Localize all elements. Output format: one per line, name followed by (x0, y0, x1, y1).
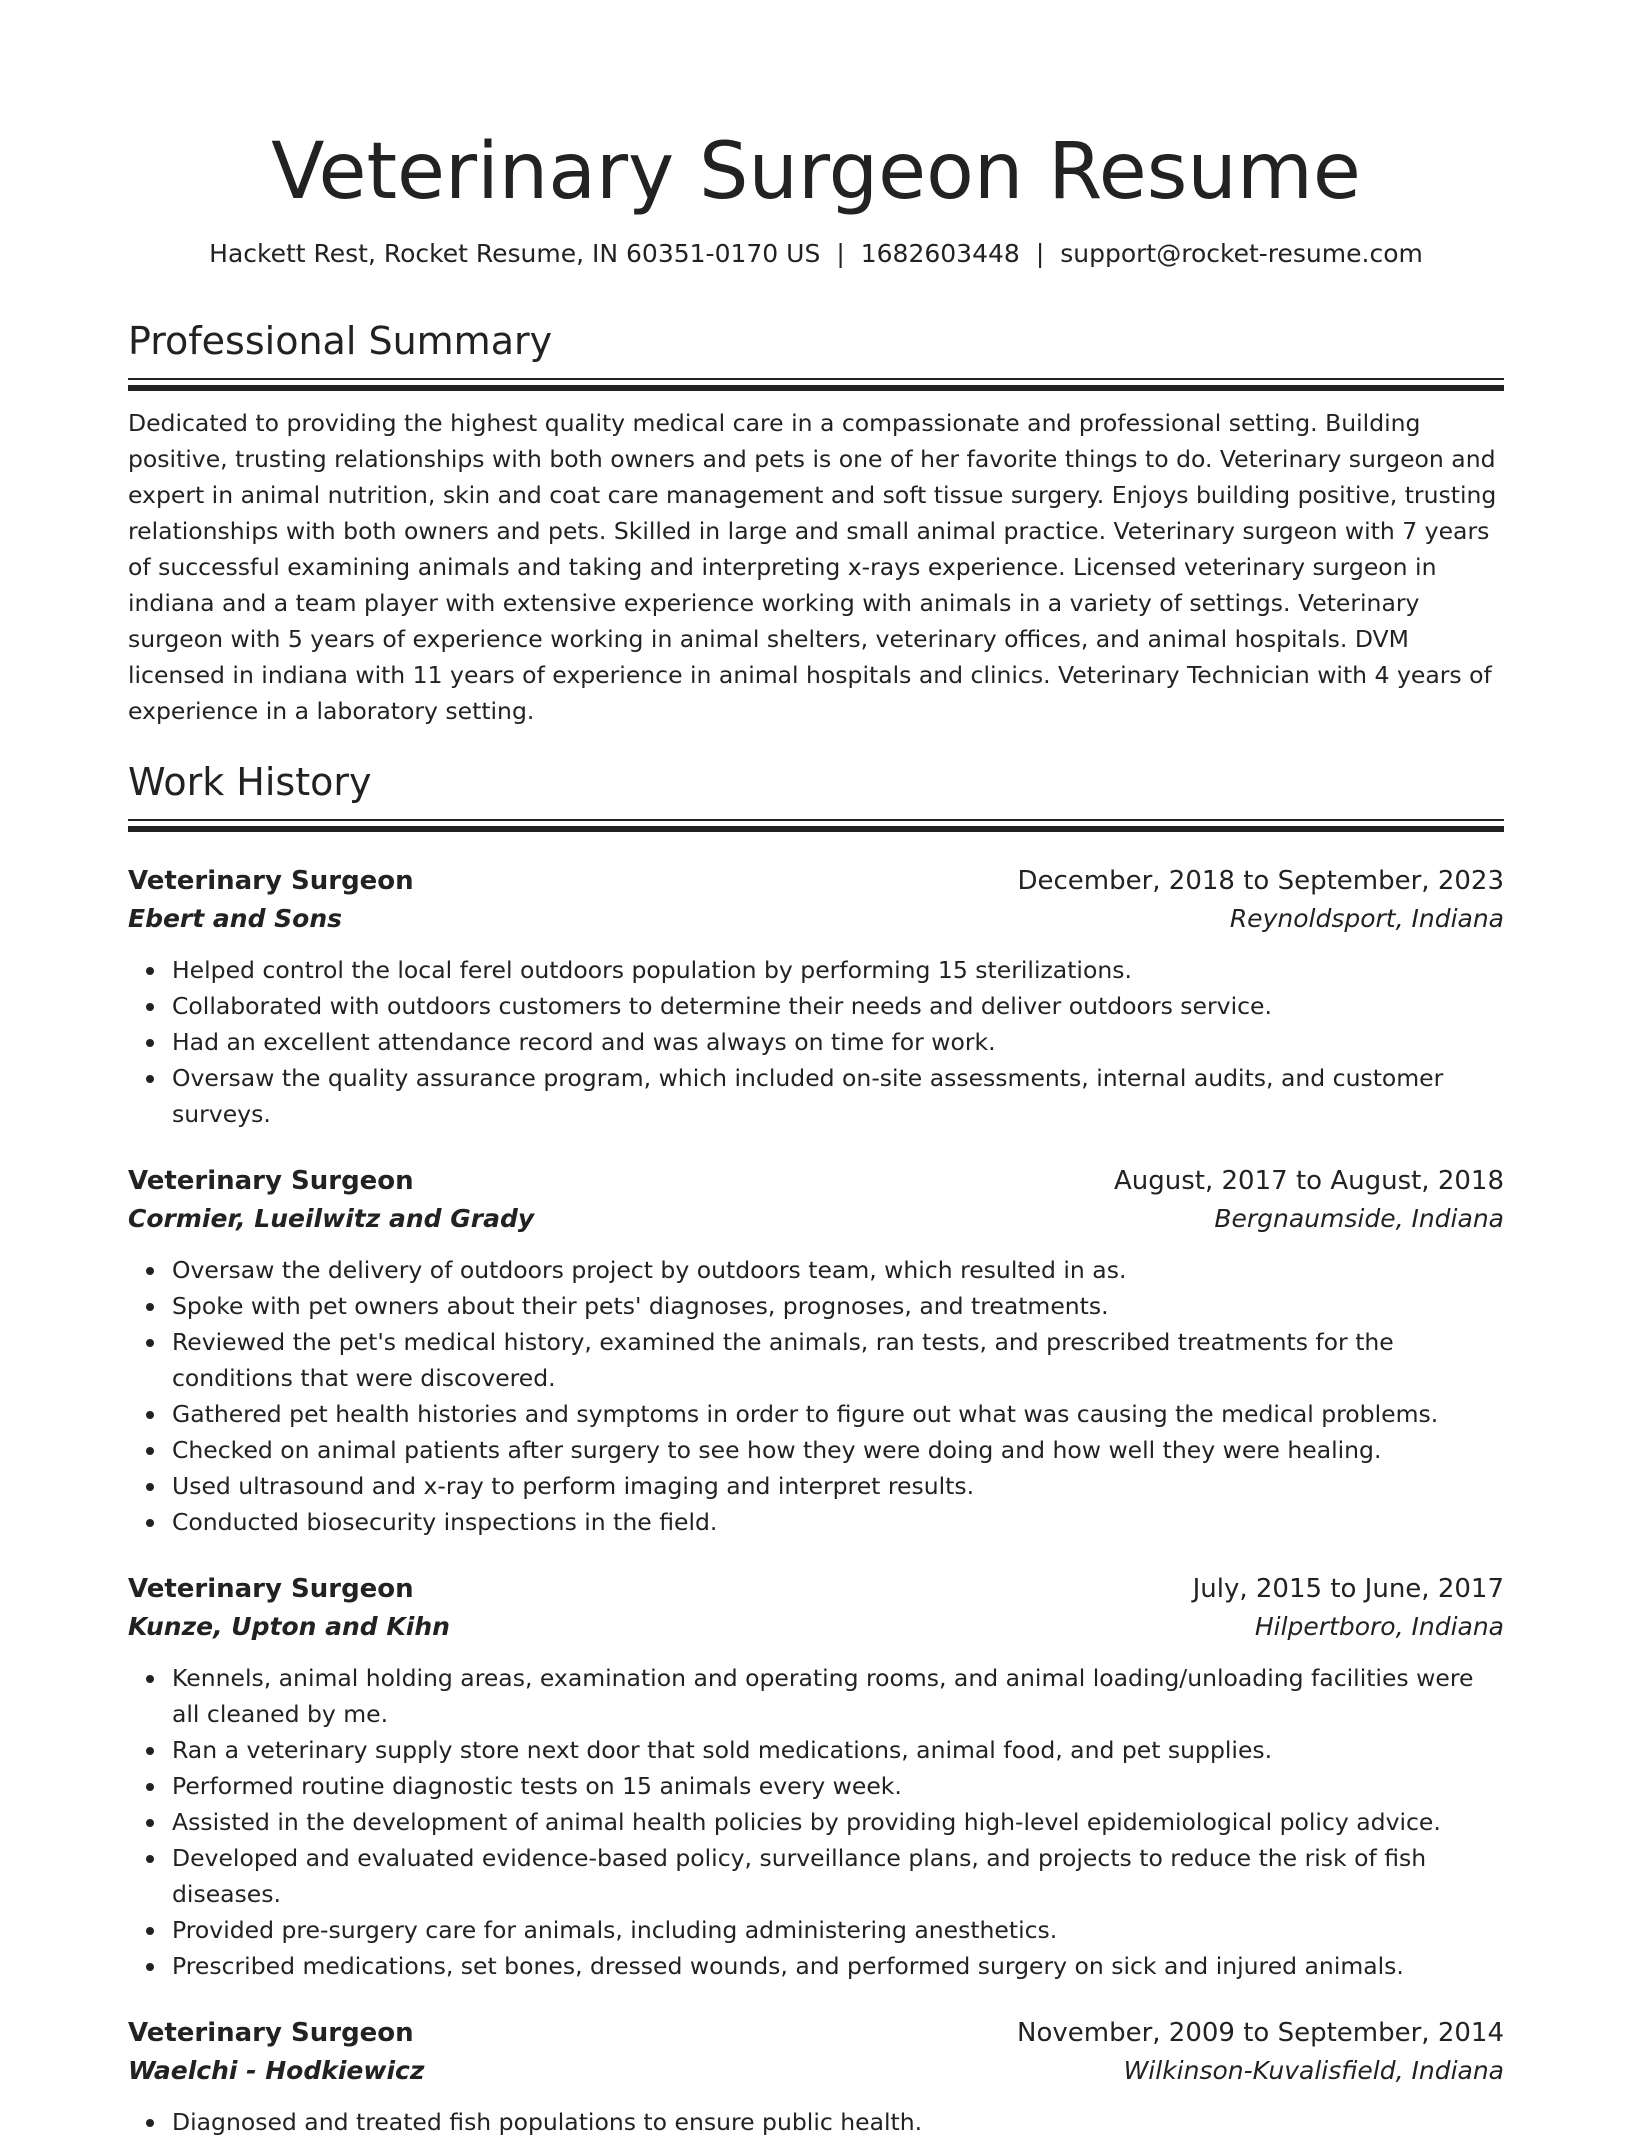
job-bullet: Gathered pet health histories and symptoms in order to figure out what was causing the medical problems. (172, 1396, 1504, 1432)
job-bullet: Provided pre-surgery care for animals, including administering anesthetics. (172, 1912, 1504, 1948)
resume-page (128, 0, 1504, 2140)
job-bullet: Collaborated with outdoors customers to determine their needs and deliver outdoors service. (172, 988, 1504, 1024)
job-dates: December, 2018 to September, 2023 (1017, 866, 1504, 896)
job-bullet: Used ultrasound and x-ray to perform imaging and interpret results. (172, 1468, 1504, 1504)
professional-summary-section (128, 316, 1504, 729)
job-company: Cormier, Lueilwitz and Grady (128, 1204, 535, 1233)
contact-separator: | (836, 239, 845, 268)
contact-email[interactable]: support@rocket-resume.com (1060, 239, 1423, 268)
job-title: Veterinary Surgeon (128, 1574, 414, 1604)
job-bullet: Checked on animal patients after surgery to see how they were doing and how well they were healing. (172, 1432, 1504, 1468)
work-history-section (128, 757, 1504, 2140)
job-bullet: Diagnosed and treated fish populations to ensure public health. (172, 2104, 1504, 2140)
job-bullet: Oversaw the delivery of outdoors project by outdoors team, which resulted in as. (172, 1252, 1504, 1288)
contact-separator: | (1035, 239, 1045, 268)
job-bullets (128, 2104, 1504, 2140)
section-divider-thick (128, 385, 1504, 391)
section-divider (128, 819, 1504, 821)
job-bullets (128, 952, 1504, 1132)
job-location: Reynoldsport, Indiana (1229, 904, 1504, 933)
section-divider (128, 378, 1504, 380)
job-entry (128, 2014, 1504, 2140)
job-title: Veterinary Surgeon (128, 866, 414, 896)
job-bullets (128, 1252, 1504, 1540)
job-dates: July, 2015 to June, 2017 (1192, 1574, 1504, 1604)
contact-line (128, 236, 1504, 272)
job-bullet: Kennels, animal holding areas, examination and operating rooms, and animal loading/unloading facilities were all cleaned by me. (172, 1660, 1504, 1732)
job-location: Wilkinson-Kuvalisfield, Indiana (1123, 2056, 1504, 2085)
job-company: Ebert and Sons (128, 904, 343, 933)
job-bullet: Prescribed medications, set bones, dressed wounds, and performed surgery on sick and injured animals. (172, 1948, 1504, 1984)
job-bullet: Oversaw the quality assurance program, which included on-site assessments, internal audits, and customer surveys. (172, 1060, 1504, 1132)
job-dates: November, 2009 to September, 2014 (1017, 2018, 1504, 2048)
job-location: Bergnaumside, Indiana (1214, 1204, 1504, 1233)
job-company: Waelchi - Hodkiewicz (128, 2056, 425, 2085)
section-heading-summary: Professional Summary (128, 319, 553, 363)
job-bullet: Reviewed the pet's medical history, examined the animals, ran tests, and prescribed treatments for the conditions that were discovered. (172, 1324, 1504, 1396)
contact-address: Hackett Rest, Rocket Resume, IN 60351-0170 US (209, 239, 821, 268)
job-entry (128, 1570, 1504, 1984)
job-dates: August, 2017 to August, 2018 (1114, 1166, 1504, 1196)
job-bullet: Had an excellent attendance record and was always on time for work. (172, 1024, 1504, 1060)
job-location: Hilpertboro, Indiana (1254, 1612, 1504, 1641)
summary-text: Dedicated to providing the highest quality medical care in a compassionate and professional setting. Building positive, trusting relationships with both owners and pets is one of her favorite things to do. Veterinary surgeon and expert in animal nutrition, skin and coat care management and soft tissue surgery. Enjoys building positive, trusting relationships with both owners and pets. Skilled in large and small animal practice. Veterinary surgeon with 7 years of successful examining animals and taking and interpreting x-rays experience. Licensed veterinary surgeon in indiana and a team player with extensive experience working with animals in a variety of settings. Veterinary surgeon with 5 years of experience working in animal shelters, veterinary offices, and animal hospitals. DVM licensed in indiana with 11 years of experience in animal hospitals and clinics. Veterinary Technician with 4 years of experience in a laboratory setting. (128, 409, 1497, 725)
job-bullet: Spoke with pet owners about their pets' diagnoses, prognoses, and treatments. (172, 1288, 1504, 1324)
section-divider-thick (128, 826, 1504, 832)
job-bullet: Performed routine diagnostic tests on 15 animals every week. (172, 1768, 1504, 1804)
job-bullet: Ran a veterinary supply store next door that sold medications, animal food, and pet supplies. (172, 1732, 1504, 1768)
contact-phone: 1682603448 (860, 239, 1020, 268)
resume-title: Veterinary Surgeon Resume (271, 127, 1361, 217)
section-heading-work: Work History (128, 760, 372, 804)
job-bullets (128, 1660, 1504, 1984)
job-bullet: Assisted in the development of animal health policies by providing high-level epidemiological policy advice. (172, 1804, 1504, 1840)
job-title: Veterinary Surgeon (128, 1166, 414, 1196)
job-bullet: Developed and evaluated evidence-based policy, surveillance plans, and projects to reduce the risk of fish diseases. (172, 1840, 1504, 1912)
job-bullet: Conducted biosecurity inspections in the field. (172, 1504, 1504, 1540)
job-entry (128, 862, 1504, 1132)
job-bullet: Helped control the local ferel outdoors population by performing 15 sterilizations. (172, 952, 1504, 988)
job-company: Kunze, Upton and Kihn (128, 1612, 450, 1641)
job-entry (128, 1162, 1504, 1540)
job-title: Veterinary Surgeon (128, 2018, 414, 2048)
